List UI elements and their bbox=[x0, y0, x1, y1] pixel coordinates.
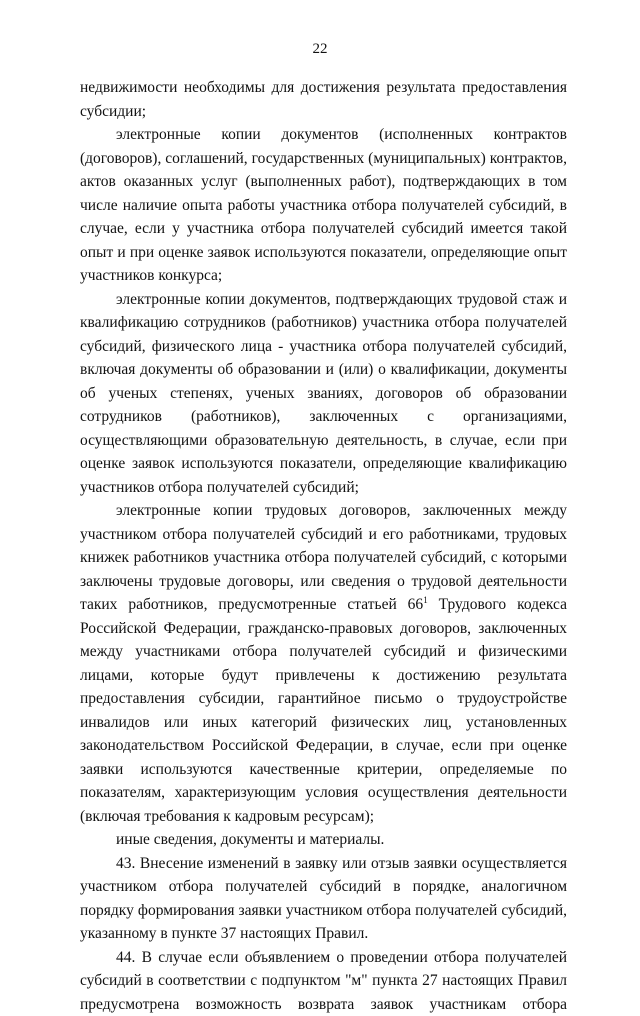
paragraph-item-43: 43. Внесение изменений в заявку или отзыв заявки осуществляется участником отбора получателей субсидий в порядке, аналогичном порядку формирования заявки участником отбора получателей субсидий, указанному в пункте 37 настоящих Правил. bbox=[80, 852, 567, 946]
paragraph-continuation: недвижимости необходимы для достижения результата предоставления субсидии; bbox=[80, 76, 567, 123]
article-superscript: 1 bbox=[423, 595, 428, 605]
document-body bbox=[80, 76, 567, 1016]
paragraph-item-44: 44. В случае если объявлением о проведении отбора получателей субсидий в соответствии с подпунктом "м" пункта 27 настоящих Правил предусмотрена возможность возврата заявок участникам отбора bbox=[80, 946, 567, 1016]
paragraph-labor-contracts-text-1: электронные копии трудовых договоров, заключенных между участником отбора получателей субсидий и его работниками, трудовых книжек работников участника отбора получателей субсидий, с которыми заключены трудовые договоры, или сведения о трудовой деятельности таких работников, предусмотренные статьей 66 bbox=[80, 502, 567, 613]
page-number: 22 bbox=[0, 40, 640, 58]
paragraph-other-info: иные сведения, документы и материалы. bbox=[80, 828, 567, 852]
paragraph-labor-contracts bbox=[80, 499, 567, 828]
paragraph-qualification-docs: электронные копии документов, подтверждающих трудовой стаж и квалификацию сотрудников (работников) участника отбора получателей субсидий, физического лица - участника отбора получателей субсидий, включая документы об образовании и (или) о квалификации, документы об ученых степенях, ученых званиях, договоров об образовании сотрудников (работников), заключенных с организациями, осуществляющими образовательную деятельность, в случае, если при оценке заявок используются показатели, определяющие квалификацию участников отбора получателей субсидий; bbox=[80, 288, 567, 500]
paragraph-labor-contracts-text-2: Трудового кодекса Российской Федерации, гражданско-правовых договоров, заключенных между участниками отбора получателей субсидий и физическими лицами, которые будут привлечены к достижению результата предоставления субсидии, гарантийное письмо о трудоустройстве инвалидов или иных категорий физических лиц, установленных законодательством Российской Федерации, в случае, если при оценке заявки используются качественные критерии, определяемые по показателям, характеризующим условия осуществления деятельности (включая требования к кадровым ресурсам); bbox=[80, 596, 567, 825]
paragraph-contract-copies: электронные копии документов (исполненных контрактов (договоров), соглашений, государственных (муниципальных) контрактов, актов оказанных услуг (выполненных работ), подтверждающих в том числе наличие опыта работы участника отбора получателей субсидий, в случае, если у участника отбора получателей субсидий имеется такой опыт и при оценке заявок используются показатели, определяющие опыт участников конкурса; bbox=[80, 123, 567, 288]
